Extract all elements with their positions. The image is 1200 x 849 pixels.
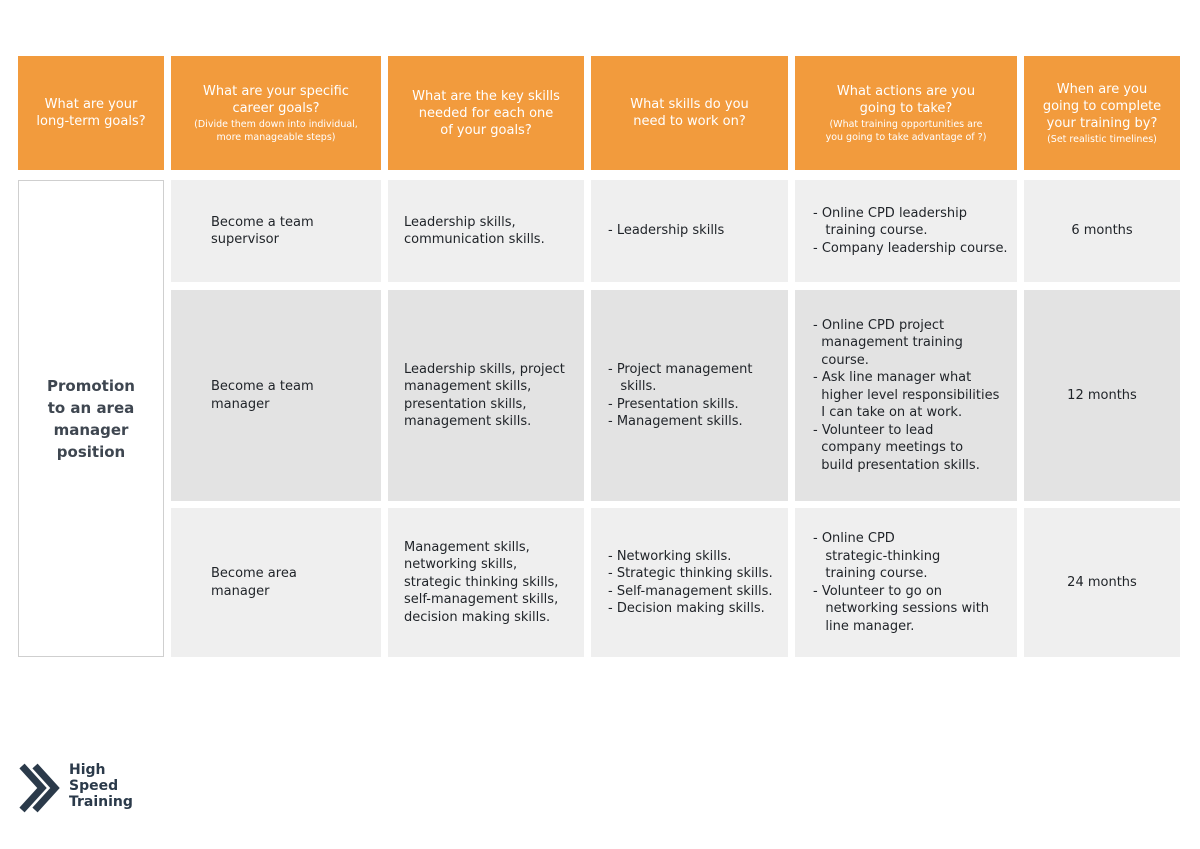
cell-line: Become area (211, 566, 297, 581)
header-career-goals (171, 56, 381, 170)
header-question: What actions are you going to take? (836, 83, 976, 116)
cell-line: - Volunteer to lead (813, 422, 934, 438)
career-goal-cell (171, 290, 381, 501)
cell-line: line manager. (813, 618, 915, 634)
career-goal-cell (171, 508, 381, 657)
career-goal-cell (171, 180, 381, 282)
key-skills-cell (388, 508, 584, 657)
cell-line: - Networking skills. (608, 548, 732, 564)
cell-line: skills. (608, 379, 657, 394)
cell-line: - Management skills. (608, 414, 743, 429)
skills-to-work-on-cell (591, 180, 788, 282)
cell-line: supervisor (211, 232, 279, 247)
cell-line: Leadership skills, (404, 214, 516, 230)
cell-line: strategic-thinking (813, 548, 941, 564)
cell-line: - Online CPD leadership (813, 205, 967, 221)
key-skills-cell (388, 180, 584, 282)
cell-line: - Self-management skills. (608, 583, 773, 599)
header-question: What are your specific career goals? (203, 83, 349, 116)
cell-line: Become a team (211, 379, 314, 394)
header-question: What are your long-term goals? (36, 97, 146, 129)
header-question: What are the key skills needed for each one of your goals? (412, 88, 560, 138)
long-term-goal-cell (18, 180, 164, 657)
cell-line: training course. (813, 566, 928, 581)
timeline-cell (1024, 180, 1180, 282)
actions-cell (795, 508, 1017, 657)
cell-line: - Project management (608, 361, 753, 377)
header-skills-to-work-on (591, 56, 788, 170)
cell-line: decision making skills. (404, 609, 551, 625)
skills-to-work-on-cell (591, 290, 788, 501)
cell-line: - Online CPD (813, 531, 895, 546)
header-question: What skills do you need to work on? (630, 97, 749, 129)
cell-line: higher level responsibilities (813, 387, 1000, 403)
header-actions (795, 56, 1017, 170)
timeline-text: 24 months (1067, 574, 1137, 590)
cell-line: - Volunteer to go on (813, 583, 943, 599)
cell-line: management skills. (404, 414, 532, 429)
cell-line: strategic thinking skills, (404, 574, 559, 590)
cell-line: course. (813, 352, 869, 368)
logo-text: High Speed Training (69, 762, 133, 810)
cell-line: I can take on at work. (813, 405, 963, 421)
cell-line: networking sessions with (813, 601, 990, 616)
cell-line: - Ask line manager what (813, 370, 972, 386)
timeline-text: 6 months (1071, 223, 1133, 239)
cell-line: - Online CPD project (813, 317, 945, 333)
cell-line: - Leadership skills (608, 223, 725, 239)
cell-line: self-management skills, (404, 592, 559, 608)
cell-line: Management skills, (404, 539, 530, 555)
cell-line: Leadership skills, project (404, 361, 565, 377)
cell-line: communication skills. (404, 232, 545, 247)
cell-line: Become a team (211, 214, 314, 230)
actions-cell (795, 180, 1017, 282)
cell-line: management training (813, 335, 963, 351)
header-long-term-goals (18, 56, 164, 170)
long-term-goal-text: Promotion to an area manager position (47, 376, 135, 461)
cell-line: - Strategic thinking skills. (608, 566, 773, 581)
key-skills-cell (388, 290, 584, 501)
header-timeline (1024, 56, 1180, 170)
header-note: (Divide them down into individual, more manageable steps) (194, 118, 358, 143)
actions-cell (795, 290, 1017, 501)
header-key-skills (388, 56, 584, 170)
cell-line: - Company leadership course. (813, 240, 1008, 256)
company-logo (18, 760, 158, 816)
header-note: (What training opportunities are you going to take advantage of ?) (825, 118, 987, 143)
cell-line: presentation skills, (404, 396, 527, 412)
header-note: (Set realistic timelines) (1047, 133, 1157, 145)
cell-line: - Presentation skills. (608, 396, 739, 412)
cell-line: manager (211, 396, 270, 412)
cell-line: build presentation skills. (813, 457, 980, 473)
timeline-text: 12 months (1067, 387, 1137, 403)
header-question: When are you going to complete your training by? (1042, 81, 1162, 131)
cell-line: management skills, (404, 379, 532, 394)
cell-line: networking skills, (404, 557, 518, 573)
cell-line: - Decision making skills. (608, 601, 765, 616)
timeline-cell (1024, 290, 1180, 501)
chevron-logo-icon (18, 760, 64, 816)
cell-line: manager (211, 583, 270, 599)
cell-line: training course. (813, 223, 928, 239)
cell-line: company meetings to (813, 440, 964, 456)
skills-to-work-on-cell (591, 508, 788, 657)
timeline-cell (1024, 508, 1180, 657)
